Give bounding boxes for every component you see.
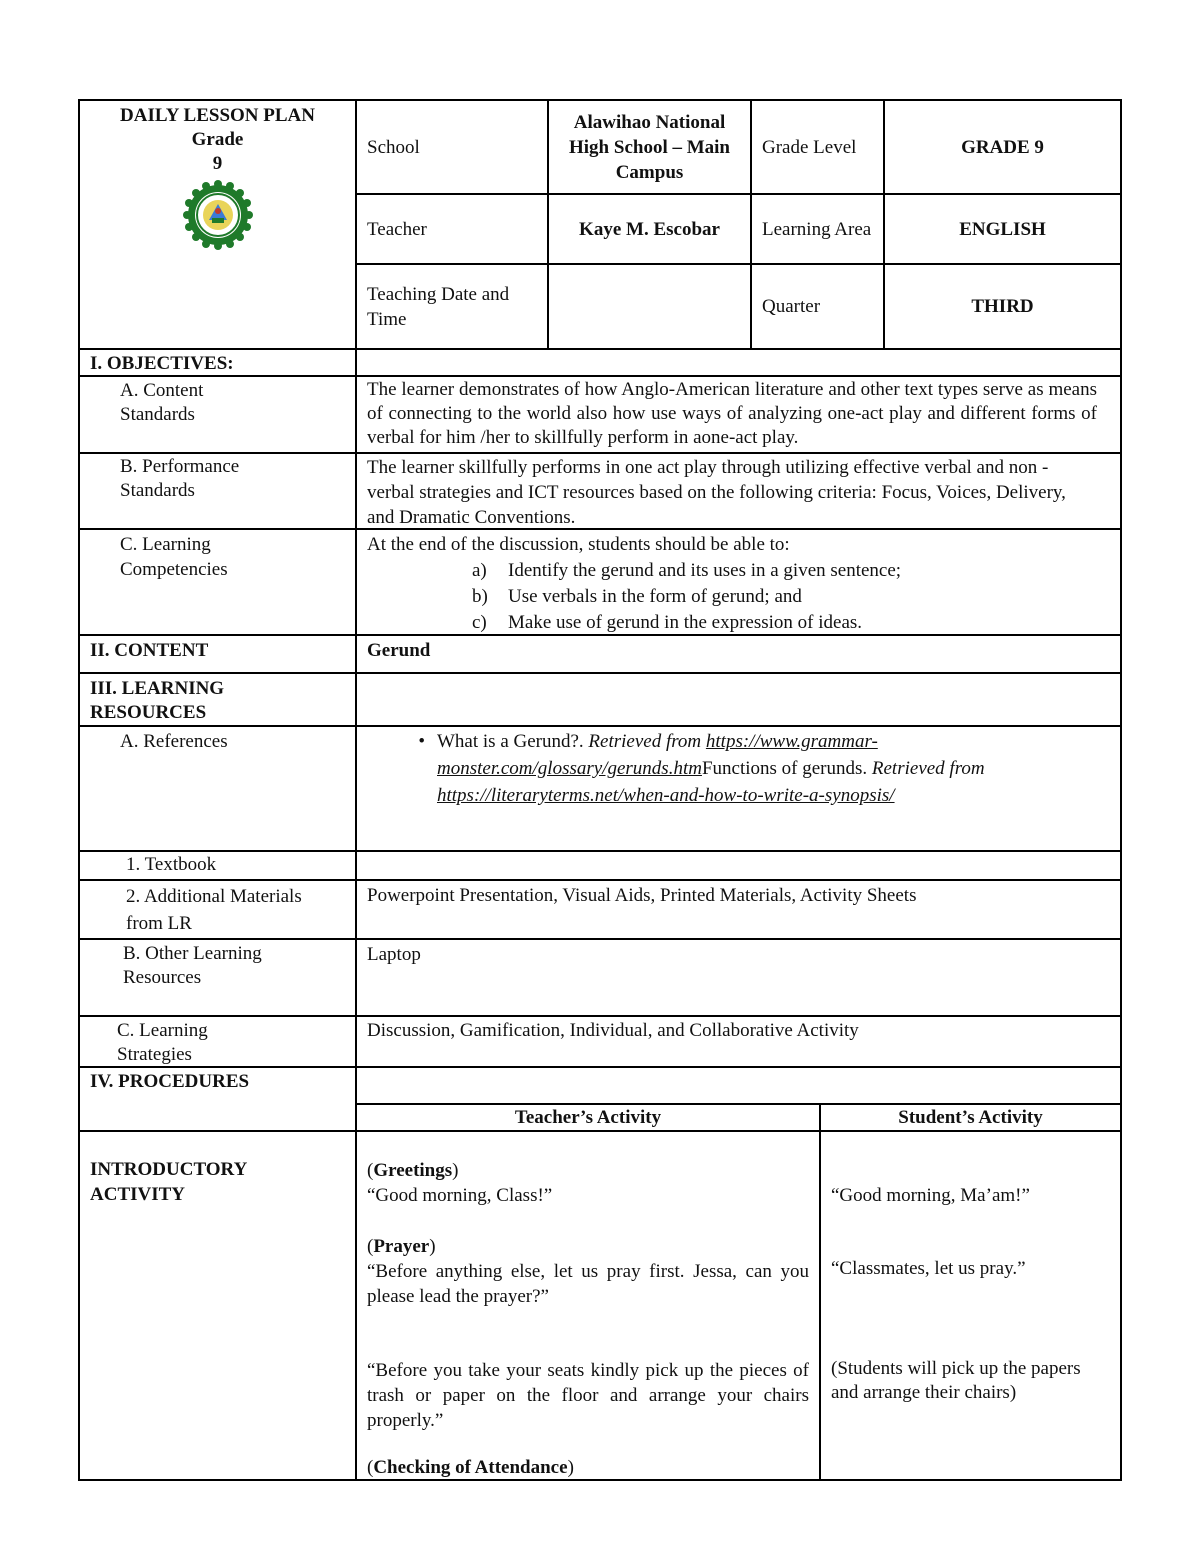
prayer-teacher: “Before anything else, let us pray first. Jessa, can you please lead the prayer?” (367, 1261, 809, 1307)
list-item: c) Make use of gerund in the expression of ideas. (472, 612, 863, 633)
list-item: b) Use verbals in the form of gerund; and (472, 586, 802, 607)
grade-level-value: GRADE 9 (961, 136, 1044, 158)
learning-competencies-block (357, 532, 1117, 636)
plan-title: DAILY LESSON PLAN (120, 105, 315, 126)
trash-teacher: “Before you take your seats kindly pick up the pieces of trash or paper on the floor and arrange your chairs properly.” (367, 1360, 809, 1431)
content-standards-text: The learner demonstrates of how Anglo-American literature and other text types serve as means of connecting to the world also how use ways of analyzing one-act play and different forms of verbal for him /her to skillfully perform in aone-act play. (367, 379, 1097, 448)
objectives-heading: I. OBJECTIVES: (90, 353, 234, 374)
quarter-value: THIRD (971, 296, 1034, 317)
references-label: A. References (120, 731, 228, 752)
teacher-value: Kaye M. Escobar (579, 218, 720, 240)
teaching-date-label: Teaching Date and Time (367, 283, 510, 330)
grade-label: Grade (191, 129, 244, 150)
learning-area-label: Learning Area (762, 218, 872, 240)
procedures-heading: IV. PROCEDURES (90, 1071, 250, 1092)
prayer-student: “Classmates, let us pray.” (831, 1258, 1026, 1279)
grade-number: 9 (212, 153, 223, 174)
performance-standards-label: B. Performance Standards (120, 456, 240, 501)
reference-2-retrieved: Retrieved from (871, 758, 985, 779)
additional-materials-label: 2. Additional Materials from LR (126, 886, 302, 934)
trash-student: (Students will pick up the papers and arrange their chairs) (831, 1358, 1081, 1403)
resources-heading: III. LEARNING RESOURCES (90, 678, 225, 723)
greetings-student: “Good morning, Ma’am!” (831, 1185, 1030, 1206)
other-resources-label: B. Other Learning Resources (123, 943, 262, 988)
plan-title-block (80, 104, 355, 176)
school-seal-icon (183, 180, 253, 250)
greetings-label: Greetings (373, 1160, 453, 1181)
references-block (357, 728, 1107, 809)
competencies-intro: At the end of the discussion, students should be able to: (367, 534, 790, 555)
bullet-icon: • (418, 731, 425, 752)
teacher-label: Teacher (367, 218, 427, 240)
reference-2-title: Functions of gerunds. (701, 758, 872, 779)
textbook-label: 1. Textbook (126, 854, 217, 875)
teacher-activity-header: Teacher’s Activity (514, 1107, 662, 1128)
reference-2-link[interactable]: https://literaryterms.net/when-and-how-to-write-a-synopsis/ (437, 785, 895, 806)
list-item: a) Identify the gerund and its uses in a given sentence; (472, 560, 902, 581)
reference-1-link[interactable]: https://www.grammar-monster.com/glossary/gerunds.htm (437, 731, 878, 779)
content-heading: II. CONTENT (90, 640, 209, 661)
greetings-teacher: “Good morning, Class!” (367, 1185, 553, 1206)
prayer-block: (Prayer) “Before anything else, let us pray first. Jessa, can you please lead the prayer?” (367, 1236, 809, 1307)
attendance-label: Checking of Attendance (373, 1457, 568, 1478)
quarter-label: Quarter (762, 296, 821, 317)
school-value: Alawihao National High School – Main Campus (569, 111, 730, 183)
other-resources-value: Laptop (367, 944, 421, 965)
learning-competencies-label: C. Learning Competencies (120, 534, 228, 580)
student-activity-header: Student’s Activity (898, 1107, 1043, 1128)
learning-area-value: ENGLISH (959, 218, 1046, 240)
school-label: School (367, 136, 420, 158)
content-standards-label: A. Content Standards (120, 380, 204, 425)
reference-1-retrieved: Retrieved from (588, 731, 706, 752)
competencies-list (472, 558, 1107, 636)
performance-standards-text: The learner skillfully performs in one act play through utilizing effective verbal and non - verbal strategies and ICT resources based on the following criteria: Focus, Voices, Delivery, and Dramatic Conventions. (367, 457, 1066, 528)
attendance-block: (Checking of Attendance) (367, 1457, 574, 1478)
reference-1-title: What is a Gerund?. (437, 731, 589, 752)
additional-materials-value: Powerpoint Presentation, Visual Aids, Printed Materials, Activity Sheets (367, 885, 917, 906)
learning-strategies-label: C. Learning Strategies (117, 1020, 208, 1065)
grade-level-label: Grade Level (762, 136, 857, 158)
prayer-label: Prayer (373, 1236, 430, 1257)
introductory-activity-label: INTRODUCTORY ACTIVITY (90, 1159, 247, 1205)
greetings-block: (Greetings) “Good morning, Class!” (357, 1158, 819, 1208)
teaching-date-value (549, 265, 750, 348)
content-value: Gerund (367, 640, 431, 661)
learning-strategies-value: Discussion, Gamification, Individual, and Collaborative Activity (367, 1020, 859, 1041)
